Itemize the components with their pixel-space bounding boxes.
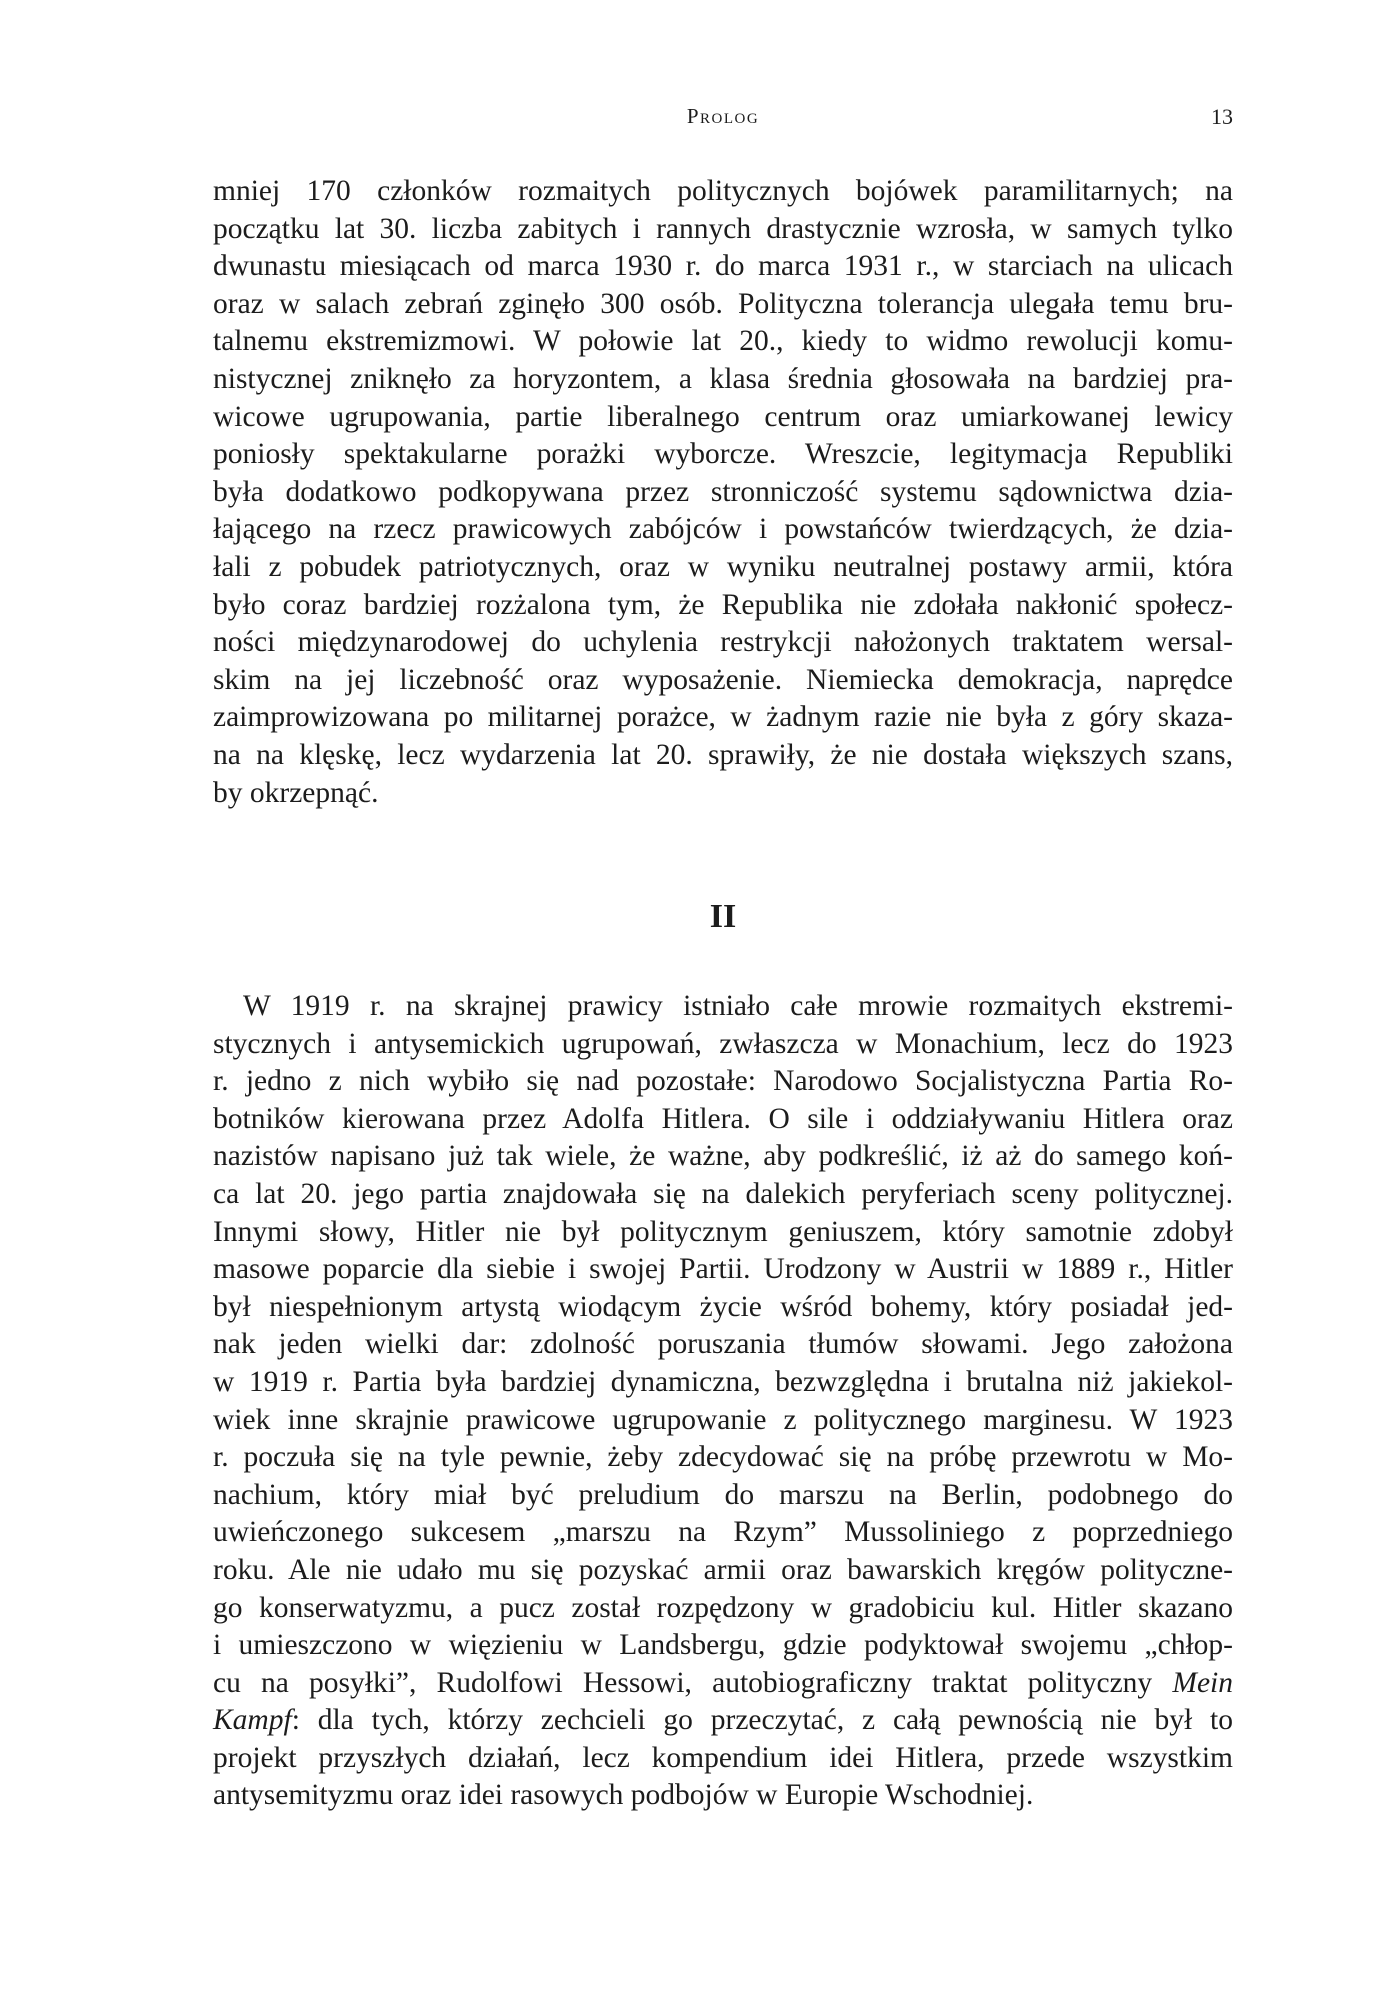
text-line: nak jeden wielki dar: zdolność poruszania tłumów słowami. Jego założona bbox=[213, 1328, 1233, 1361]
text-line: Innymi słowy, Hitler nie był politycznym geniuszem, który samotnie zdobył bbox=[213, 1215, 1233, 1248]
text-line: nachium, który miał być preludium do marszu na Berlin, podobnego do bbox=[213, 1478, 1233, 1511]
text-line: projekt przyszłych działań, lecz kompendium idei Hitlera, przede wszystkim bbox=[213, 1741, 1233, 1774]
text-line: r. jedno z nich wybiło się nad pozostałe: Narodowo Socjalistyczna Partia Ro- bbox=[213, 1065, 1233, 1098]
text-line: botników kierowana przez Adolfa Hitlera. O sile i oddziaływaniu Hitlera oraz bbox=[213, 1102, 1233, 1135]
text-line: na na klęskę, lecz wydarzenia lat 20. sprawiły, że nie dostała większych szans, bbox=[213, 738, 1233, 771]
text-line: nazistów napisano już tak wiele, że ważne, aby podkreślić, iż aż do samego koń- bbox=[213, 1140, 1233, 1173]
text-line: zaimprowizowana po militarnej porażce, w żadnym razie nie była z góry skaza- bbox=[213, 701, 1233, 734]
text-run: cu na posyłki”, Rudolfowi Hessowi, autobiograficzny traktat polityczny bbox=[213, 1666, 1153, 1699]
book-title-italic: Kampf bbox=[213, 1704, 292, 1737]
text-line: antysemityzmu oraz idei rasowych podbojów w Europie Wschodniej. bbox=[213, 1779, 1034, 1812]
text-line: początku lat 30. liczba zabitych i rannych drastycznie wzrosła, w samych tylko bbox=[213, 212, 1233, 245]
text-line: uwieńczonego sukcesem „marszu na Rzym” Mussoliniego z poprzedniego bbox=[213, 1516, 1233, 1549]
text-line: wicowe ugrupowania, partie liberalnego centrum oraz umiarkowanej lewicy bbox=[213, 400, 1233, 433]
paragraph-continued bbox=[213, 173, 1233, 812]
text-line: i umieszczono w więzieniu w Landsbergu, gdzie podyktował swojemu „chłop- bbox=[213, 1629, 1233, 1662]
text-line bbox=[213, 1702, 1233, 1740]
text-line: by okrzepnąć. bbox=[213, 776, 379, 809]
page-number: 13 bbox=[1211, 104, 1233, 129]
text-line: była dodatkowo podkopywana przez stronniczość systemu sądownictwa dzia- bbox=[213, 475, 1233, 508]
text-line: stycznych i antysemickich ugrupowań, zwłaszcza w Monachium, lecz do 1923 bbox=[213, 1027, 1233, 1060]
paragraph bbox=[213, 988, 1233, 1815]
text-line: r. poczuła się na tyle pewnie, żeby zdecydować się na próbę przewrotu w Mo- bbox=[213, 1441, 1233, 1474]
text-line: łali z pobudek patriotycznych, oraz w wyniku neutralnej postawy armii, która bbox=[213, 550, 1233, 583]
text-line: ca lat 20. jego partia znajdowała się na dalekich peryferiach sceny politycznej. bbox=[213, 1177, 1233, 1210]
text-line: poniosły spektakularne porażki wyborcze. Wreszcie, legitymacja Republiki bbox=[213, 438, 1233, 471]
text-line: było coraz bardziej rozżalona tym, że Republika nie zdołała nakłonić społecz- bbox=[213, 588, 1233, 621]
text-line: ności międzynarodowej do uchylenia restrykcji nałożonych traktatem wersal- bbox=[213, 626, 1233, 659]
text-line: W 1919 r. na skrajnej prawicy istniało całe mrowie rozmaitych ekstremi- bbox=[243, 990, 1233, 1022]
text-line: go konserwatyzmu, a pucz został rozpędzony w gradobiciu kul. Hitler skazano bbox=[213, 1591, 1233, 1624]
text-line: roku. Ale nie udało mu się pozyskać armii oraz bawarskich kręgów polityczne- bbox=[213, 1553, 1233, 1586]
book-title-italic: Mein bbox=[1172, 1666, 1233, 1699]
text-line: w 1919 r. Partia była bardziej dynamiczna, bezwzględna i brutalna niż jakiekol- bbox=[213, 1365, 1233, 1398]
text-run: : dla tych, którzy zechcieli go przeczytać, z całą pewnością nie był to bbox=[291, 1704, 1233, 1737]
running-head bbox=[213, 104, 1233, 134]
text-line: był niespełnionym artystą wiodącym życie wśród bohemy, który posiadał jed- bbox=[213, 1290, 1233, 1323]
text-line: oraz w salach zebrań zginęło 300 osób. Polityczna tolerancja ulegała temu bru- bbox=[213, 287, 1233, 320]
text-line: talnemu ekstremizmowi. W połowie lat 20., kiedy to widmo rewolucji komu- bbox=[213, 325, 1233, 358]
text-line: mniej 170 członków rozmaitych politycznych bojówek paramilitarnych; na bbox=[213, 175, 1233, 207]
text-line: łającego na rzecz prawicowych zabójców i powstańców twierdzących, że dzia- bbox=[213, 513, 1233, 546]
text-line: dwunastu miesiącach od marca 1930 r. do marca 1931 r., w starciach na ulicach bbox=[213, 250, 1233, 283]
section-heading: II bbox=[709, 898, 737, 935]
text-line: wiek inne skrajnie prawicowe ugrupowanie z politycznego marginesu. W 1923 bbox=[213, 1403, 1233, 1436]
text-line: nistycznej zniknęło za horyzontem, a klasa średnia głosowała na bardziej pra- bbox=[213, 362, 1233, 395]
chapter-title: Prolog bbox=[686, 104, 760, 128]
text-line bbox=[213, 1665, 1233, 1703]
text-line: skim na jej liczebność oraz wyposażenie. Niemiecka demokracja, naprędce bbox=[213, 663, 1233, 696]
text-line: masowe poparcie dla siebie i swojej Partii. Urodzony w Austrii w 1889 r., Hitler bbox=[213, 1253, 1233, 1286]
